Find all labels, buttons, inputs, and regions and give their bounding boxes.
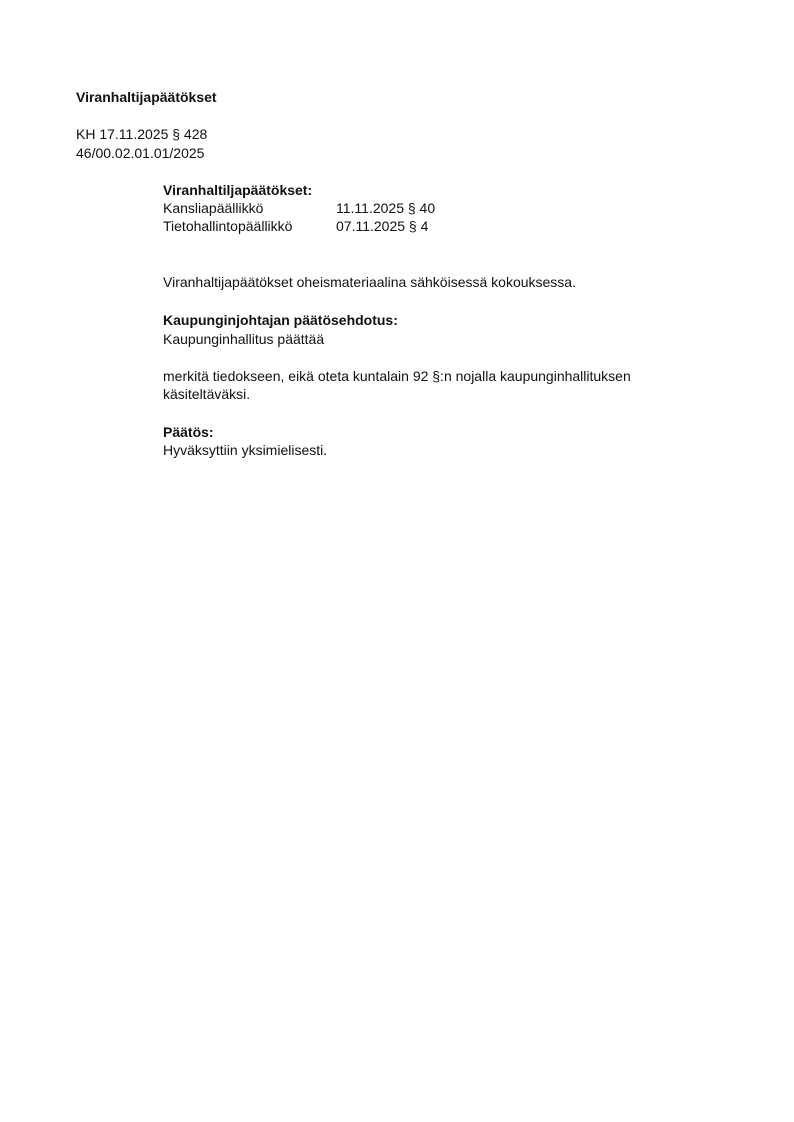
decision-row: [163, 199, 563, 217]
proposal-intro: Kaupunginhallitus päättää: [163, 331, 325, 347]
material-note: Viranhaltijapäätökset oheismateriaalina sähköisessä kokouksessa.: [163, 274, 576, 290]
decision-official: Tietohallintopäällikkö: [163, 218, 293, 234]
decision-official: Kansliapäällikkö: [163, 200, 264, 216]
decision-row: [163, 217, 563, 235]
decisions-heading: Viranhaltiljapäätökset:: [163, 182, 313, 198]
decision-reference: 11.11.2025 § 40: [336, 200, 436, 216]
decision-reference: 07.11.2025 § 4: [336, 218, 429, 234]
decision-heading: Päätös:: [163, 424, 214, 440]
meeting-reference: KH 17.11.2025 § 428: [76, 126, 208, 142]
proposal-heading: Kaupunginjohtajan päätösehdotus:: [163, 312, 398, 328]
document-heading: Viranhaltijapäätökset: [76, 89, 217, 105]
record-id: 46/00.02.01.01/2025: [76, 145, 205, 161]
proposal-body: merkitä tiedokseen, eikä oteta kuntalain 92 §:n nojalla kaupunginhallituksen käsiteltäväksi.: [163, 368, 631, 402]
decision-text: Hyväksyttiin yksimielisesti.: [163, 442, 328, 458]
